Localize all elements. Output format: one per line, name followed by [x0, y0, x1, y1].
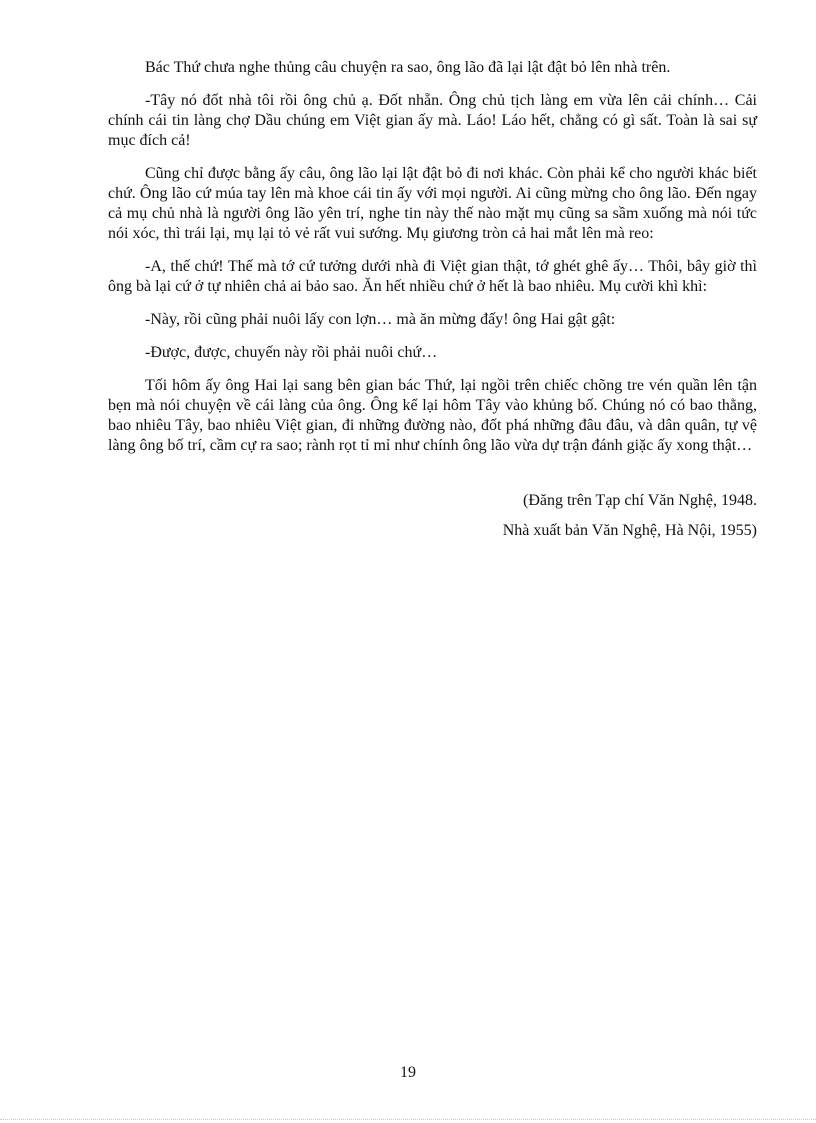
source-citation: [503, 491, 757, 551]
paragraph-5: -Này, rồi cũng phải nuôi lấy con lợn… mà ăn mừng đấy! ông Hai gật gật:: [145, 311, 616, 328]
page-bottom-divider: [0, 1119, 816, 1120]
page-number: 19: [400, 1064, 416, 1081]
paragraph-6: -Được, được, chuyến này rồi phải nuôi chứ…: [145, 344, 438, 361]
story-text: [108, 58, 757, 469]
paragraph-2: -Tây nó đốt nhà tôi rồi ông chủ ạ. Đốt nhẵn. Ông chủ tịch làng em vừa lên cải chính… Cải chính cái tin làng chợ Dầu chúng em Việt gian ấy mà. Láo! Láo hết, chẳng có gì sất. Toàn là sai sự mục đích cả!: [108, 92, 757, 149]
source-line-2: Nhà xuất bản Văn Nghệ, Hà Nội, 1955): [502, 522, 757, 539]
paragraph-1: Bác Thứ chưa nghe thủng câu chuyện ra sao, ông lão đã lại lật đật bỏ lên nhà trên.: [145, 59, 671, 76]
paragraph-3: Cũng chỉ được bằng ấy câu, ông lão lại lật đật bỏ đi nơi khác. Còn phải kể cho người khác biết chứ. Ông lão cứ múa tay lên mà khoe cái tin ấy với mọi người. Ai cũng mừng cho ông lão. Đến ngay cả mụ chủ nhà là người ông lão yên trí, nghe tin này thế nào mặt mụ cũng sa sầm xuống mà nói tức nói xóc, thì trái lại, mụ lại tỏ vẻ rất vui sướng. Mụ giương tròn cả hai mắt lên mà reo:: [108, 165, 757, 242]
source-line-1: (Đăng trên Tạp chí Văn Nghệ, 1948.: [522, 492, 757, 509]
paragraph-4: -A, thế chứ! Thế mà tớ cứ tưởng dưới nhà đi Việt gian thật, tớ ghét ghê ấy… Thôi, bây giờ thì ông bà lại cứ ở tự nhiên chả ai bảo sao. Ăn hết nhiều chứ ở hết là bao nhiêu. Mụ cười khì khì:: [108, 258, 757, 295]
paragraph-7: Tối hôm ấy ông Hai lại sang bên gian bác Thứ, lại ngồi trên chiếc chõng tre vén quần lên tận bẹn mà nói chuyện về cái làng của ông. Ông kể lại hôm Tây vào khủng bố. Chúng nó có bao thằng, bao nhiêu Tây, bao nhiêu Việt gian, đi những đường nào, đốt phá những đâu đâu, và dân quân, tự vệ làng ông bố trí, cầm cự ra sao; rành rọt tỉ mỉ như chính ông lão vừa dự trận đánh giặc ấy xong thật…: [108, 377, 757, 454]
